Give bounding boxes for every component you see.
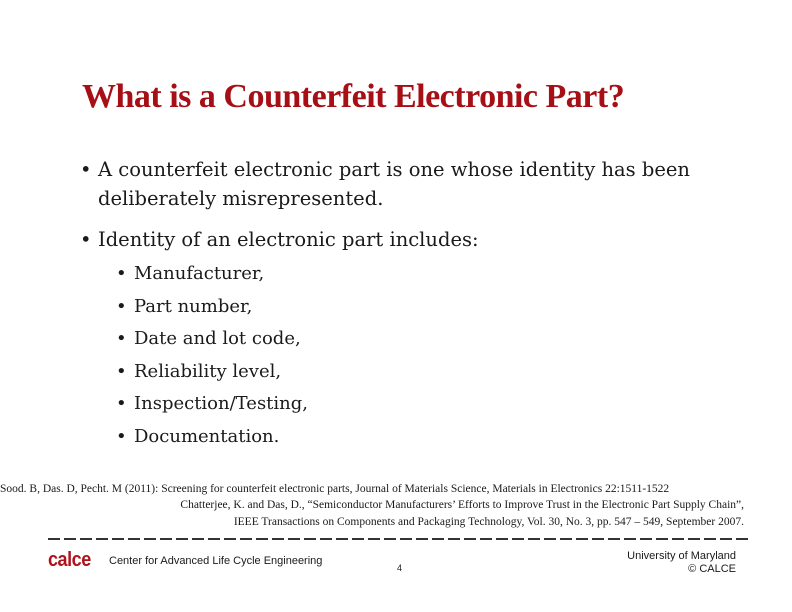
bullet-text: A counterfeit electronic part is one whose identity has been deliberately misrepresented.: [98, 158, 690, 210]
sub-bullet-item: [116, 356, 760, 389]
footer-divider: [48, 538, 748, 540]
bullet-marker: •: [116, 360, 127, 382]
sub-bullet-item: [116, 388, 760, 421]
reference-line: Sood. B, Das. D, Pecht. M (2011): Screening for counterfeit electronic parts, Journal of Materials Science, Materials in Electronics 22:1511-1522: [0, 483, 670, 495]
sub-bullet-text: Part number,: [134, 295, 253, 317]
bullet-marker: •: [116, 295, 127, 317]
copyright: © CALCE: [688, 563, 736, 575]
bullet-marker: •: [80, 228, 92, 251]
footer-affiliation: [627, 550, 736, 576]
sub-bullet-text: Inspection/Testing,: [134, 393, 309, 414]
bullet-item: [80, 155, 760, 213]
bullet-marker: •: [116, 263, 127, 284]
university-name: University of Maryland: [627, 550, 736, 562]
bullet-marker: •: [116, 425, 127, 447]
sub-bullet-text: Manufacturer,: [134, 263, 265, 284]
bullet-text: Identity of an electronic part includes:: [98, 228, 479, 251]
sub-bullet-item: [116, 323, 760, 356]
page-number: 4: [397, 563, 403, 573]
sub-bullet-text: Date and lot code,: [134, 328, 301, 349]
sub-bullet-text: Documentation.: [134, 425, 280, 447]
bullet-marker: •: [80, 158, 92, 181]
bullet-marker: •: [116, 328, 127, 349]
bullet-marker: •: [116, 393, 127, 414]
sub-bullet-text: Reliability level,: [134, 360, 282, 382]
center-name: Center for Advanced Life Cycle Engineering: [109, 555, 323, 567]
sub-bullet-item: [116, 258, 760, 291]
calce-logo: calce: [48, 549, 91, 571]
bullet-item: [80, 225, 760, 453]
reference-line: Chatterjee, K. and Das, D., “Semiconductor Manufacturers’ Efforts to Improve Trust in the Electronic Part Supply Chain”,: [180, 499, 744, 511]
sub-bullet-item: [116, 421, 760, 454]
sub-bullet-item: [116, 291, 760, 324]
reference-line: IEEE Transactions on Components and Packaging Technology, Vol. 30, No. 3, pp. 547 – 549, September 2007.: [233, 516, 744, 528]
bullet-list: [80, 155, 760, 453]
sub-bullet-list: [98, 258, 760, 453]
slide-title: What is a Counterfeit Electronic Part?: [82, 78, 625, 115]
